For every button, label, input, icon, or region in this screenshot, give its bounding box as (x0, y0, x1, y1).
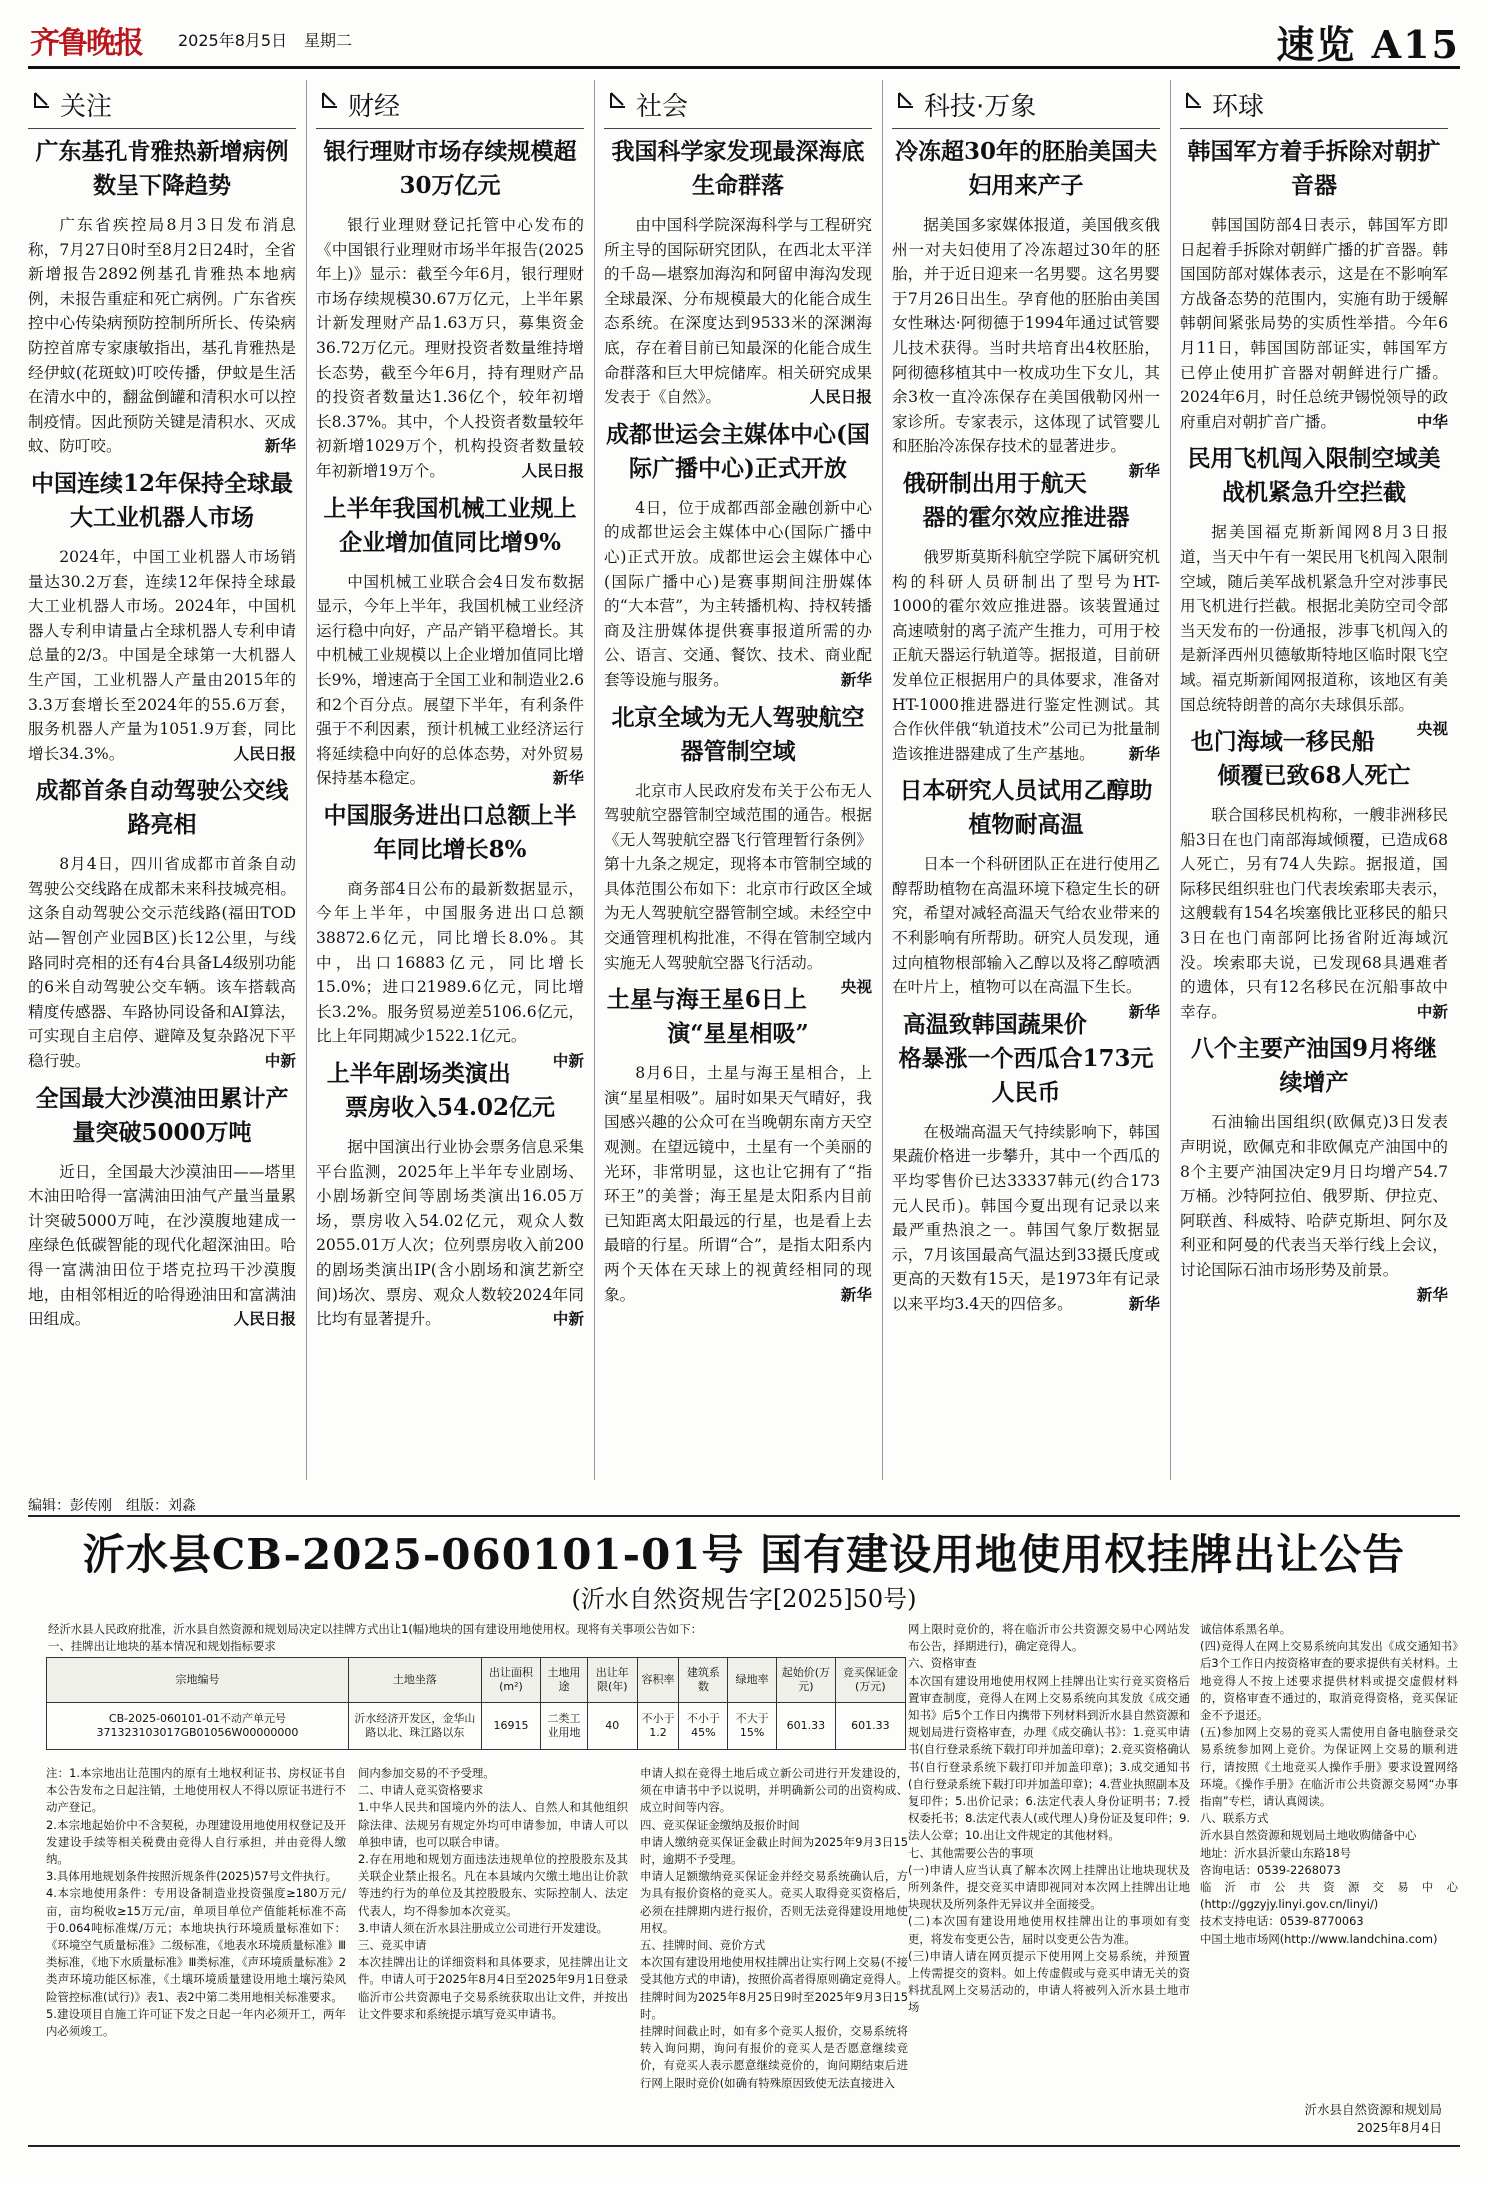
article-title: 北京全域为无人驾驶航空器管制空域 (611, 703, 865, 765)
arrow-icon (32, 90, 52, 110)
article-text: 银行业理财登记托管中心发布的《中国银行业理财市场半年报告(2025年上)》显示：截至今年6月，银行理财市场存续规模30.67万亿元，上半年累计新发理财产品1.63万只，募集资金36.72万亿元。理财投资者数量维持增长态势，截至今年6月，持有理财产品的投资者数量达1.36亿个，较年初增长8.37%。其中，个人投资者数量较年初新增1029万个，机构投资者数量较年初新增19万个。 (316, 216, 584, 480)
news-article (892, 774, 1160, 1021)
article-source: 新华 (840, 1284, 872, 1304)
article-source: 新华 (1128, 743, 1160, 763)
article-title: 中国连续12年保持全球最大工业机器人市场 (30, 469, 293, 531)
article-text: 中国机械工业联合会4日发布数据显示，今年上半年，我国机械工业经济运行稳中向好，产品产销平稳增长。其中机械工业规模以上企业增加值同比增长9%，增速高于全国工业和制造业2.6和2个百分点。展望下半年，有利条件强于不利因素，预计机械工业经济运行将延续稳中向好的总体态势，对外贸易保持基本稳定。 (316, 572, 584, 788)
signature-date: 2025年8月4日 (1356, 2120, 1442, 2135)
table-header: 出让年限(年) (587, 1658, 637, 1703)
notice-title: 沂水县CB-2025-060101-01号 国有建设用地使用权挂牌出让公告 (82, 1530, 1406, 1579)
news-article (1180, 725, 1448, 1024)
news-article (28, 774, 296, 1073)
article-body (28, 545, 296, 766)
article-body (892, 1120, 1160, 1317)
news-article (1180, 442, 1448, 739)
article-title: 上半年剧场类演出票房收入54.02亿元 (326, 1060, 556, 1122)
article-text: 商务部4日公布的最新数据显示，今年上半年，中国服务进出口总额38872.6亿元，同比增长8.0%。其中，出口16883亿元，同比增长15.0%；进口21989.6亿元，同比增长3.2%。服务贸易逆差5106.6亿元，比上年同期减少1522.1亿元。 (316, 879, 584, 1046)
article-source: 新华 (1416, 1284, 1448, 1304)
article-text: 据美国福克斯新闻网8月3日报道，当天中午有一架民用飞机闯入限制空域，随后美军战机紧急升空对涉事民用飞机进行拦截。根据北美防空司令部当天发布的一份通报，涉事飞机闯入的是新泽西州贝德敏斯特地区临时限飞空域。福克斯新闻网报道称，该地区有美国总统特朗普的高尔夫球俱乐部。 (1180, 523, 1448, 714)
article-body (1180, 1110, 1448, 1304)
arrow-icon (896, 90, 916, 110)
article-text: 广东省疾控局8月3日发布消息称，7月27日0时至8月2日24时，全省新增报告2892例基孔肯雅热本地病例，未报告重症和死亡病例。广东省疾控中心传染病预防控制所所长、传染病防控首席专家康敏指出，基孔肯雅热是经伊蚊(花斑蚊)叮咬传播，伊蚊是生活在清水中的，翻盆倒罐和清积水可以控制疫情。因此预防关键是清积水、灭成蚊、防叮咬。 (28, 216, 296, 456)
table-cell: 不小于45% (679, 1703, 728, 1750)
notice-col-e: 诚信体系黑名单。 (四)竞得人在网上交易系统向其发出《成交通知书》后3个工作日内按资格审查的要求提供有关材料。土地竞得人不按上述要求提供材料或提交虚假材料的，资格审查不通过的，取消竞得资格，竞买保证金不予退还。 (五)参加网上交易的竞买人需使用自备电脑登录交易系统参加网上竞价。为保证网上交易的顺利进行，请按照《土地竞买人操作手册》要求设置网络环境。《操作手册》在临沂市公共资源交易网“办事指南”专栏，请认真阅读。 八、联系方式 沂水县自然资源和规划局土地收购储备中心 地址：沂水县沂蒙山东路18号 咨询电话：0539-2268073 临沂市公共资源交易中心(http://ggzyjy.linyi.gov.cn/linyi/) 技术支持电话：0539-8770063 中国土地市场网(http://www.landchina.com) (1200, 1622, 1458, 1946)
article-title: 高温致韩国蔬果价格暴涨一个西瓜合173元人民币 (898, 1010, 1154, 1106)
article-body (892, 213, 1160, 480)
article-text: 据美国多家媒体报道，美国俄亥俄州一对夫妇使用了冷冻超过30年的胚胎，并于近日迎来一名男婴。这名男婴于7月26日出生。孕育他的胚胎由美国女性琳达·阿彻德于1994年通过试管婴儿技术获得。当时共培育出4枚胚胎，阿彻德移植其中一枚成功生下女儿，其余3枚一直冷冻保存在美国俄勒冈州一家诊所。专家表示，这体现了试管婴儿和胚胎冷冻保存技术的显著进步。 (892, 216, 1160, 456)
section-label: 环球 (1212, 92, 1265, 122)
column-divider (1170, 80, 1171, 1480)
issue-date: 2025年8月5日 (178, 31, 288, 50)
notice-intro: 经沂水县人民政府批准，沂水县自然资源和规划局决定以挂牌方式出让1(幅)地块的国有建设用地使用权。现将有关事项公告如下： 一、挂牌出让地块的基本情况和规划指标要求 (48, 1622, 703, 1653)
article-body (28, 213, 296, 459)
article-body (1180, 520, 1448, 739)
article-source: 新华 (840, 669, 872, 689)
article-source: 新华 (264, 436, 296, 456)
news-column (316, 76, 584, 1486)
table-header: 竞买保证金(万元) (835, 1658, 905, 1703)
article-text: 8月6日，土星与海王星相合，上演“星星相吸”。届时如果天气晴好，我国感兴趣的公众可在当晚朝东南方天空观测。在望远镜中，土星有一个美丽的光环，非常明显，这也让它拥有了“指环王”的美誉；海王星是太阳系内目前已知距离太阳最远的行星，也是看上去最暗的行星。所谓“合”，是指太阳系内两个天体在天球上的视黄经相同的现象。 (604, 1064, 872, 1304)
section-label: 财经 (348, 92, 401, 122)
news-article (316, 1057, 584, 1332)
article-source: 央视 (840, 977, 872, 997)
article-body (28, 852, 296, 1073)
page-header (28, 14, 1460, 69)
article-title: 民用飞机闯入限制空域美战机紧急升空拦截 (1187, 445, 1441, 507)
table-header: 土地用途 (541, 1658, 588, 1703)
table-header: 绿地率 (728, 1658, 777, 1703)
article-text: 俄罗斯莫斯科航空学院下属研究机构的科研人员研制出了型号为HT-1000的霍尔效应推进器。该装置通过高速喷射的离子流产生推力，可用于校正航天器运行轨道等。据报道，目前研发单位正根据用户的具体要求，准备对HT-1000推进器进行鉴定性测试。其合作伙伴俄“轨道技术”公司已为批量制造该推进器建成了生产基地。 (892, 547, 1160, 763)
article-text: 日本一个科研团队正在进行使用乙醇帮助植物在高温环境下稳定生长的研究，希望对减轻高温天气给农业带来的不利影响有所帮助。研究人员发现，通过向植物根部输入乙醇以及将乙醇喷洒在叶片上，植物可以在高温下生长。 (892, 855, 1160, 997)
article-body (1180, 803, 1448, 1024)
news-article (28, 1082, 296, 1332)
news-article (28, 467, 296, 766)
news-article (604, 135, 872, 410)
table-header: 容积率 (637, 1658, 679, 1703)
article-source: 央视 (1416, 719, 1448, 739)
article-title: 我国科学家发现最深海底生命群落 (611, 138, 865, 199)
article-body (1180, 213, 1448, 434)
news-column (892, 76, 1160, 1486)
news-column (28, 76, 296, 1486)
article-title: 冷冻超30年的胚胎美国夫妇用来产子 (894, 138, 1157, 199)
article-source: 新华 (1128, 1001, 1160, 1021)
news-article (1180, 135, 1448, 434)
article-text: 石油输出国组织(欧佩克)3日发表声明说，欧佩克和非欧佩克产油国中的8个主要产油国决定9月日均增产54.7万桶。沙特阿拉伯、俄罗斯、伊拉克、阿联酋、科威特、哈萨克斯坦、阿尔及利亚和阿曼的代表当天举行线上会议，讨论国际石油市场形势及前景。 (1180, 1113, 1448, 1279)
article-text: 2024年，中国工业机器人市场销量达30.2万套，连续12年保持全球最大工业机器人市场。2024年，中国机器人专利申请量占全球机器人专利申请总量的2/3。中国是全球第一大机器人生产国，工业机器人产量由2015年的3.3万套增长至2024年的55.6万套，服务机器人产量为1051.9万套，同比增长34.3%。 (28, 547, 296, 763)
section-label: 关注 (60, 92, 113, 122)
news-article (1180, 1032, 1448, 1304)
table-header: 出让面积(m²) (481, 1658, 540, 1703)
article-title: 上半年我国机械工业规上企业增加值同比增9% (323, 494, 577, 556)
article-body (604, 779, 872, 997)
news-article (604, 701, 872, 997)
section-header (316, 76, 584, 129)
article-title: 成都首条自动驾驶公交线路亮相 (35, 777, 289, 839)
arrow-icon (320, 90, 340, 110)
article-title: 银行理财市场存续规模超30万亿元 (323, 138, 577, 199)
section-header (604, 76, 872, 129)
notice-col-b: 间内参加交易的不予受理。 二、申请人竞买资格要求 1.中华人民共和国境内外的法人、自然人和其他组织除法律、法规另有规定外均可申请参加，申请人可以单独申请，也可以联合申请。 2.存在用地和规划方面违法违规单位的控股股东及其关联企业禁止报名。凡在本县域内欠缴土地出让价款等违约行为的单位及其控股股东、实际控制人、法定代表人，均不得参加本次竞买。 3.申请人须在沂水县注册成立公司进行开发建设。 三、竞买申请 本次挂牌出让的详细资料和具体要求，见挂牌出让文件。申请人可于2025年8月4日至2025年9月1日登录临沂市公共资源电子交易系统获取出让文件，并按出让文件要求和系统提示填写竞买申请书。 (358, 1766, 628, 2021)
news-column (604, 76, 872, 1486)
table-cell: 601.33 (835, 1703, 905, 1750)
section-label: 科技·万象 (924, 92, 1037, 122)
article-source: 中新 (264, 1051, 296, 1071)
article-text: 北京市人民政府发布关于公布无人驾驶航空器管制空域范围的通告。根据《无人驾驶航空器飞行管理暂行条例》第十九条之规定，现将本市管制空域的具体范围公布如下：北京市行政区全域为无人驾驶航空器管制空域。未经空中交通管理机构批准，不得在管制空域内实施无人驾驶航空器飞行活动。 (604, 781, 872, 972)
notice-signature (1304, 2101, 1442, 2137)
table-cell: 16915 (481, 1703, 540, 1750)
article-text: 近日，全国最大沙漠油田——塔里木油田哈得一富满油田油气产量当量累计突破5000万吨，在沙漠腹地建成一座绿色低碳智能的现代化超深油田。哈得一富满油田位于塔克拉玛干沙漠腹地，由相邻相近的哈得逊油田和富满油田组成。 (28, 1162, 296, 1329)
section-header (28, 76, 296, 129)
article-source: 人民日报 (233, 743, 296, 763)
news-article (316, 799, 584, 1071)
article-text: 8月4日，四川省成都市首条自动驾驶公交线路在成都未来科技城亮相。这条自动驾驶公交示范线路(福田TOD站—智创产业园B区)长12公里，与线路同时亮相的还有4台具备L4级别功能的6米自动驾驶公交车辆。该车搭载高精度传感器、车路协同设备和AI算法，可实现自主启停、避障及复杂路况下平稳行驶。 (28, 855, 296, 1071)
news-article (28, 135, 296, 459)
table-cell: CB-2025-060101-01不动产单元号371323103017GB01056W00000000 (47, 1703, 349, 1750)
article-source: 中新 (1416, 1001, 1448, 1021)
notice-col-c: 申请人拟在竞得土地后成立新公司进行开发建设的，须在申请书中予以说明，并明确新公司的出资构成、成立时间等内容。 四、竞买保证金缴纳及报价时间 申请人缴纳竞买保证金截止时间为2025年9月3日15时，逾期不予受理。 申请人足额缴纳竞买保证金并经交易系统确认后，方为具有报价资格的竞买人。竞买人取得竞买资格后，必须在挂牌期内进行报价，否则无法竞得建设用地使用权。 五、挂牌时间、竞价方式 本次国有建设用地使用权挂牌出让实行网上交易(不接受其他方式的申请)，按照价高者得原则确定竞得人。挂牌时间为2025年8月25日9时至2025年9月3日15时。 挂牌时间截止时，如有多个竞买人报价，交易系统将转入询问期，询问有报价的竞买人是否愿意继续竞价，有竞买人表示愿意继续竞价的，询问期结束后进行网上限时竞价(如确有特殊原因致使无法直接进入 (640, 1766, 908, 2090)
article-text: 联合国移民机构称，一艘非洲移民船3日在也门南部海域倾覆，已造成68人死亡，另有74人失踪。据报道，国际移民组织驻也门代表埃索耶夫表示，这艘载有154名埃塞俄比亚移民的船只3日在也门南部阿比扬省附近海域沉没。埃索耶夫说，已发现68具遇难者的遗体，只有12名移民在沉船事故中幸存。 (1180, 806, 1448, 1021)
notice-col-d: 网上限时竞价的，将在临沂市公共资源交易中心网站发布公告，择期进行)，确定竞得人。 六、资格审查 本次国有建设用地使用权网上挂牌出让实行竞买资格后置审查制度，竞得人在网上交易系统向其发放《成交通知书》后5个工作日内携带下列材料到沂水县自然资源和规划局进行资格审查，办理《成交确认书》：1.竞买申请书(自行登录系统下载打印并加盖印章)；2.竞买资格确认书(自行登录系统下载打印并加盖印章)；3.成交通知书(自行登录系统下载打印并加盖印章)；4.营业执照副本及复印件；5.出价记录；6.法定代表人身份证明书；7.授权委托书；8.法定代表人(或代理人)身份证及复印件；9.法人公章；10.出让文件规定的其他材料。 七、其他需要公告的事项 (一)申请人应当认真了解本次网上挂牌出让地块现状及所列条件，提交竞买申请即视同对本次网上挂牌出让地块现状及所列条件无异议并全面接受。 (二)本次国有建设用地使用权挂牌出让的事项如有变更，将发布变更公告，届时以变更公告为准。 (三)申请人请在网页提示下使用网上交易系统，并预置上传需提交的资料。如上传虚假或与竞买申请无关的资料扰乱网上交易活动的，申请人将被列入沂水县土地市场 (908, 1622, 1190, 2015)
arrow-icon (1184, 90, 1204, 110)
article-source: 新华 (552, 768, 584, 788)
notice-col-a: 注：1.本宗地出让范围内的原有土地权利证书、房权证书自本公告发布之日起注销，土地使用权人不得以原证书进行不动产登记。 2.本宗地起始价中不含契税，办理建设用地使用权登记及开发建设手续等相关税费由竞得人自行承担，并由竞得人缴纳。 3.具体用地规划条件按照沂规条件(2025)57号文件执行。 4.本宗地使用条件：专用设备制造业投资强度≥180万元/亩，亩均税收≥15万元/亩，单项目单位产值能耗标准不高于0.064吨标准煤/万元；本地块执行环境质量标准如下：《环境空气质量标准》二级标准，《地表水环境质量标准》Ⅲ类标准，《地下水质量标准》Ⅲ类标准，《声环境质量标准》2类声环境功能区标准，《土壤环境质量建设用地土壤污染风险管控标准(试行)》表1、表2中第二类用地相关标准要求。 5.建设项目自施工许可证下发之日起一年内必须开工，两年内必须竣工。 (46, 1766, 346, 2039)
article-source: 新华 (1128, 1294, 1160, 1313)
section-label: 社会 (636, 92, 689, 122)
article-title: 广东基孔肯雅热新增病例数呈下降趋势 (35, 138, 289, 199)
article-title: 俄研制出用于航天器的霍尔效应推进器 (902, 469, 1130, 531)
article-text: 据中国演出行业协会票务信息采集平台监测，2025年上半年专业剧场、小剧场新空间等剧场类演出16.05万场，票房收入54.02亿元，观众人数2055.01万人次；位列票房收入前200的剧场类演出IP(含小剧场和演艺新空间)场次、票房、观众人数较2024年同比均有显著提升。 (316, 1138, 584, 1329)
news-column (1180, 76, 1448, 1486)
news-article (892, 135, 1160, 480)
article-body (316, 877, 584, 1071)
column-divider (594, 80, 595, 1480)
article-source: 中新 (552, 1051, 584, 1071)
notice-subtitle: (沂水自然资规告字[2025]50号) (571, 1585, 917, 1613)
news-article (892, 467, 1160, 766)
table-header: 建筑系数 (679, 1658, 728, 1703)
article-source: 中新 (552, 1309, 584, 1329)
table-cell: 二类工业用地 (541, 1703, 588, 1750)
article-body (316, 213, 584, 484)
article-title: 日本研究人员试用乙醇助植物耐高温 (899, 777, 1153, 839)
article-text: 由中国科学院深海科学与工程研究所主导的国际研究团队，在西北太平洋的千岛—堪察加海沟和阿留申海沟发现全球最深、分布规模最大的化能合成生态系统。在深度达到9533米的深渊海底，存在着目前已知最深的化能合成生命群落和巨大甲烷储库。相关研究成果发表于《自然》。 (604, 216, 872, 407)
article-source: 中华 (1416, 411, 1448, 431)
article-title: 成都世运会主媒体中心(国际广播中心)正式开放 (606, 420, 870, 482)
column-divider (882, 80, 883, 1480)
land-notice (28, 1515, 1460, 2147)
article-body (316, 1135, 584, 1332)
table-cell: 沂水经济开发区，金华山路以北、珠江路以东 (348, 1703, 481, 1750)
page-number: A15 (1371, 22, 1460, 67)
section-name: 速览 (1276, 22, 1357, 67)
issue-weekday: 星期二 (304, 31, 353, 50)
article-source: 新华 (1128, 460, 1160, 480)
article-body (604, 1061, 872, 1307)
page-section (1276, 14, 1460, 69)
article-title: 也门海域一移民船倾覆已致68人死亡 (1190, 728, 1411, 790)
land-table (46, 1657, 906, 1750)
article-title: 韩国军方着手拆除对朝扩音器 (1187, 138, 1441, 199)
article-text: 4日，位于成都西部金融创新中心的成都世运会主媒体中心(国际广播中心)正式开放。成都世运会主媒体中心(国际广播中心)是赛事期间注册媒体的“大本营”，为主转播机构、持权转播商及注册媒体提供赛事报道所需的办公、语言、交通、餐饮、技术、商业配套等设施与服务。 (604, 498, 872, 689)
masthead-logo: 齐鲁晚报 (30, 26, 142, 61)
table-header: 起始价(万元) (777, 1658, 836, 1703)
article-source: 人民日报 (521, 460, 584, 480)
article-title: 八个主要产油国9月将继续增产 (1190, 1035, 1437, 1097)
section-header (1180, 76, 1448, 129)
news-article (892, 1008, 1160, 1317)
table-cell: 601.33 (777, 1703, 836, 1750)
column-divider (306, 80, 307, 1480)
editors-line: 编辑：彭传刚 组版：刘淼 (28, 1498, 196, 1514)
article-body (316, 570, 584, 791)
table-header: 土地坐落 (348, 1658, 481, 1703)
article-source: 人民日报 (233, 1309, 296, 1329)
news-article (316, 135, 584, 484)
arrow-icon (608, 90, 628, 110)
signature-org: 沂水县自然资源和规划局 (1304, 2102, 1442, 2117)
news-article (604, 983, 872, 1307)
article-title: 全国最大沙漠油田累计产量突破5000万吨 (35, 1084, 289, 1146)
article-title: 中国服务进出口总额上半年同比增长8% (323, 801, 577, 863)
table-cell: 不小于1.2 (637, 1703, 679, 1750)
article-body (604, 213, 872, 410)
article-text: 在极端高温天气持续影响下，韩国果蔬价格进一步攀升，其中一个西瓜的平均零售价已达33337韩元(约合173元人民币)。韩国今夏出现有记录以来最严重热浪之一。韩国气象厅数据显示，7月该国最高气温达到33摄氏度或更高的天数有15天，是1973年有记录以来平均3.4天的四倍多。 (892, 1122, 1160, 1313)
article-source: 人民日报 (809, 387, 872, 407)
article-body (28, 1160, 296, 1332)
news-article (604, 418, 872, 693)
article-text: 韩国国防部4日表示，韩国军方即日起着手拆除对朝鲜广播的扩音器。韩国国防部对媒体表示，这是在不影响军方战备态势的范围内，实施有助于缓解韩朝间紧张局势的实质性举措。今年6月11日，韩国国防部证实，韩国军方已停止使用扩音器对朝鲜进行广播。2024年6月，时任总统尹锡悦领导的政府重启对朝扩音广播。 (1180, 216, 1448, 431)
table-header: 宗地编号 (47, 1658, 349, 1703)
table-cell: 40 (587, 1703, 637, 1750)
table-cell: 不大于15% (728, 1703, 777, 1750)
article-title: 土星与海王星6日上演“星星相吸” (606, 986, 809, 1048)
article-body (892, 852, 1160, 1021)
article-body (604, 496, 872, 693)
article-body (892, 545, 1160, 766)
news-article (316, 492, 584, 791)
section-header (892, 76, 1160, 129)
